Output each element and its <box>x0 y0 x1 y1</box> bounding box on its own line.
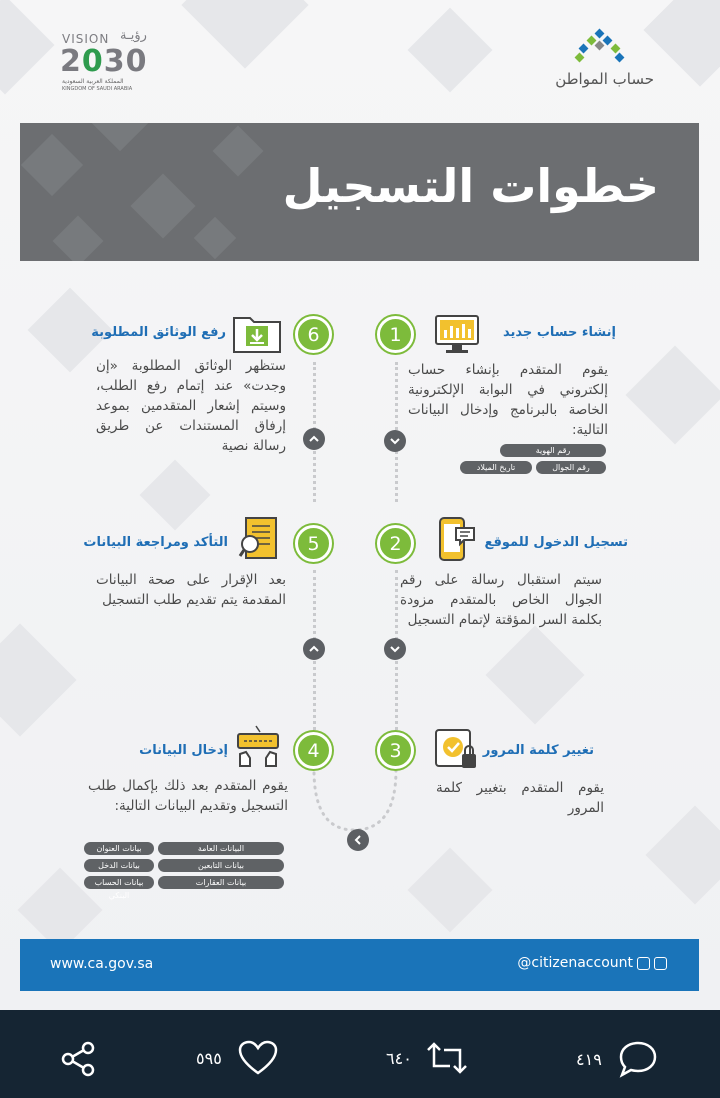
step-3-title: تغيير كلمة المرور <box>482 743 594 758</box>
social-handle-text: @citizenaccount <box>517 955 633 971</box>
monitor-chart-icon <box>434 314 480 356</box>
step-4-description: يقوم المتقدم بعد ذلك بإكمال طلب التسجيل وتقديم البيانات التالية: <box>88 778 288 814</box>
kingdom-label-ar: المملكة العربية السعودية <box>62 78 124 85</box>
password-lock-icon <box>434 728 480 772</box>
page-title: خطوات التسجيل <box>282 159 659 213</box>
step-4-tag: بيانات العقارات <box>158 876 284 889</box>
share-button[interactable] <box>60 1040 98 1078</box>
social-handle[interactable] <box>517 955 667 971</box>
reply-button[interactable] <box>576 1040 658 1078</box>
step-2-title: تسجيل الدخول للموقع <box>484 535 628 550</box>
step-3-description: يقوم المتقدم بتغيير كلمة المرور <box>436 780 604 816</box>
step-5-title: التأكد ومراجعة البيانات <box>83 535 228 550</box>
step-6-description: ستظهر الوثائق المطلوبة «إن وجدت» عند إتمام رفع الطلب، وسيتم إشعار المتقدمين بموعد إرفاق المستندات عن طريق رسالة نصية <box>96 358 286 454</box>
step-1-description: يقوم المتقدم بإنشاء حساب إلكتروني في البوابة الإلكترونية الخاصة بالبرنامج وإدخال البيانات التالية: <box>408 362 608 438</box>
step-1-tag: رقم الهوية <box>500 444 606 457</box>
step-4-title: إدخال البيانات <box>139 743 228 758</box>
twitter-icon <box>637 957 650 970</box>
arrow-left-icon <box>347 829 369 851</box>
retweet-count: ٦٤٠ <box>386 1048 412 1068</box>
step-number-3: 3 <box>377 732 414 769</box>
phone-message-icon <box>436 516 478 562</box>
retweet-icon <box>424 1040 470 1076</box>
step-4-tag: بيانات الدخل <box>84 859 154 872</box>
youtube-icon <box>654 957 667 970</box>
keyboard-typing-icon <box>234 724 282 770</box>
comment-icon <box>618 1040 658 1078</box>
vision-label-ar: رؤيـة <box>120 28 147 43</box>
arrow-down-icon <box>384 430 406 452</box>
like-button[interactable] <box>196 1040 278 1076</box>
tweet-action-bar <box>0 1010 720 1098</box>
step-6-title: رفع الوثائق المطلوبة <box>91 325 226 340</box>
like-count: ٥٩٥ <box>196 1048 222 1068</box>
citizen-account-name: حساب المواطن <box>555 70 654 88</box>
step-4-tag: بيانات التابعين <box>158 859 284 872</box>
website-link[interactable]: www.ca.gov.sa <box>50 956 154 972</box>
step-4-tag: بيانات الحساب البنكي <box>84 876 154 889</box>
step-number-4: 4 <box>295 732 332 769</box>
retweet-button[interactable] <box>386 1040 470 1076</box>
vision-label: VISION <box>62 32 110 46</box>
share-icon <box>60 1040 98 1078</box>
footer-bar <box>20 939 699 991</box>
step-5-description: بعد الإقرار على صحة البيانات المقدمة يتم تقديم طلب التسجيل <box>96 572 286 608</box>
document-magnifier-icon <box>238 516 282 564</box>
step-1-title: إنشاء حساب جديد <box>503 325 616 340</box>
title-banner <box>20 123 699 261</box>
arrow-up-icon <box>303 638 325 660</box>
reply-count: ٤١٩ <box>576 1049 602 1069</box>
citizen-account-mark-icon <box>576 28 626 68</box>
step-number-2: 2 <box>377 525 414 562</box>
arrow-up-icon <box>303 428 325 450</box>
step-4-tag: البيانات العامة <box>158 842 284 855</box>
step-1-tag: رقم الجوال <box>536 461 606 474</box>
kingdom-label-en: KINGDOM OF SAUDI ARABIA <box>62 86 133 92</box>
heart-icon <box>238 1040 278 1076</box>
arrow-down-icon <box>384 638 406 660</box>
step-number-1: 1 <box>377 316 414 353</box>
step-4-tag: بيانات العنوان <box>84 842 154 855</box>
vision-2030-logo <box>58 28 168 98</box>
folder-upload-icon <box>232 312 282 354</box>
step-number-5: 5 <box>295 525 332 562</box>
step-1-tag: تاريخ الميلاد <box>460 461 532 474</box>
citizen-account-logo <box>540 28 660 98</box>
step-2-description: سيتم استقبال رسالة على رقم الجوال الخاص بالمتقدم مزودة بكلمة السر المؤقتة لإتمام التسجيل <box>400 572 602 628</box>
vision-year: 2030 <box>60 44 148 79</box>
step-number-6: 6 <box>295 316 332 353</box>
